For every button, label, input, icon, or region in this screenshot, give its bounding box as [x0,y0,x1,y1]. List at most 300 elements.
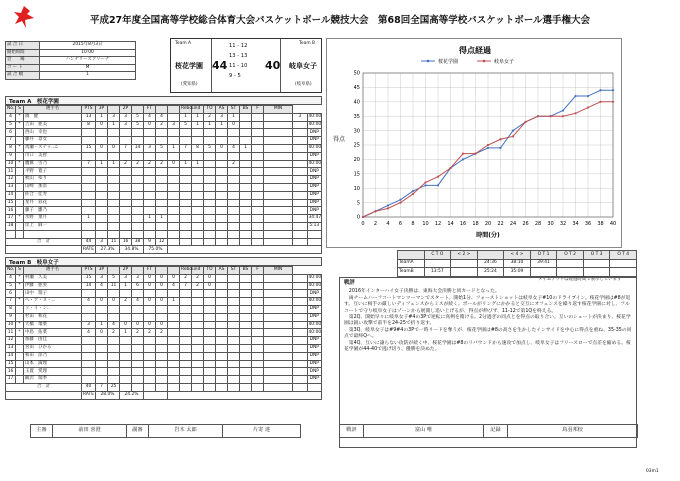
total-stat [228,238,240,246]
player-name: 西山 幸也 [24,129,82,137]
stats-col-header: AS [216,106,228,114]
y-tick-label: 45 [353,85,360,92]
stats-col-header: S [16,106,24,114]
rate-row [6,246,322,254]
player-stat [228,199,240,207]
player-stat [192,298,204,306]
player-stat: 40:00 [307,121,322,129]
timeout-cell: 24:36 [477,259,504,268]
timeout-col-header: O T 1 [530,251,557,260]
player-stat [168,191,180,199]
player-number: 14 [6,352,16,360]
player-stat [108,344,120,352]
y-tick-label: 50 [353,70,360,77]
record-name: 鳥羽邦校 [508,425,638,438]
commentary-heading: 戦評 [344,280,355,286]
starter-mark [16,344,24,352]
player-stat [216,368,228,376]
player-stat [108,191,120,199]
player-stat [156,137,168,145]
player-number: 13 [6,344,16,352]
data-point [524,121,526,123]
player-stat [168,168,180,176]
player-name: 杉田 和花 [24,313,82,321]
player-stat [180,137,192,145]
player-stat [96,352,108,360]
player-stat: 4 [96,282,108,290]
player-stat: 40:00 [307,274,322,282]
data-point [537,115,539,117]
player-stat [132,290,144,298]
player-stat [240,168,252,176]
player-stat [240,129,252,137]
player-name: ヘ・ア・ヌ・... [24,298,82,306]
player-stat [228,360,240,368]
player-row [6,199,322,207]
player-stat [293,321,308,329]
player-name: 藤子 雛乃 [24,207,82,215]
info-label: 試 合 日 [6,42,40,50]
stats-header-row [6,106,322,114]
stats-col-header: Rebound [180,106,192,114]
info-value: 10:00 [40,49,136,57]
player-stat [192,290,204,298]
player-stat: 2 [192,274,204,282]
player-stat [168,313,180,321]
legend-label: 桜花学園 [438,59,459,65]
timeout-cell [610,259,637,268]
player-stat: 1 [144,215,156,223]
player-stat [204,191,216,199]
player-stat [120,183,132,191]
player-stat: 3 [96,274,108,282]
player-row [6,144,322,152]
player-stat: 1 [192,113,204,121]
y-tick-label: 10 [353,185,360,192]
player-stat [293,329,308,337]
player-stat [216,191,228,199]
scoreboard [170,38,322,93]
player-stat: DNP [307,376,322,384]
player-stat [240,274,252,282]
data-point [587,95,589,97]
starter-mark [16,207,24,215]
player-stat [168,360,180,368]
player-stat: 1 [180,113,192,121]
player-stat [240,222,252,230]
player-stat: 1 [96,113,108,121]
rate-label: RATE [82,391,96,399]
review-label: 戦評 [340,425,364,438]
stats-col-header: FT [144,267,156,275]
player-stat [204,176,216,184]
quarter-2-score: 13 - 13 [229,53,248,59]
player-stat [132,360,144,368]
player-stat: 5 [108,274,120,282]
player-stat: 4 [108,321,120,329]
player-stat [240,121,252,129]
player-stat [293,368,308,376]
player-stat [293,199,308,207]
player-stat [204,344,216,352]
x-tick-label: 20 [484,221,492,227]
y-tick-label: 15 [353,171,360,178]
player-stat [264,160,293,168]
player-stat [168,321,180,329]
total-stat [120,383,132,391]
team-b-prefecture: (岐阜県) [295,82,312,87]
player-name: 秋山 ゆり [24,176,82,184]
player-name: 山崎 加奈 [24,183,82,191]
player-stat [240,215,252,223]
player-stat [228,274,240,282]
player-stat: 7 [180,282,192,290]
player-stat [168,199,180,207]
player-stat [252,176,264,184]
starter-mark [16,176,24,184]
stats-col-header: BS [240,106,252,114]
player-stat [264,321,293,329]
timeout-note: タイムアウトは経過時間で表示しています [538,277,622,282]
player-stat [216,160,228,168]
player-stat [216,329,228,337]
player-number: 16 [6,368,16,376]
player-stat [144,352,156,360]
player-stat [144,168,156,176]
player-stat [293,337,308,345]
player-stat: 14 [132,144,144,152]
info-row [6,49,136,57]
player-stat [108,352,120,360]
player-stat [108,376,120,384]
player-stat [252,368,264,376]
player-stat [192,305,204,313]
stats-col-header: PTS [82,267,96,275]
player-stat [204,368,216,376]
rate-value: 27.3% [96,246,120,254]
player-number: 11 [6,168,16,176]
starter-mark [16,230,24,238]
player-stat [96,368,108,376]
player-number: 4 [6,113,16,121]
data-point [612,89,614,91]
player-stat [264,344,293,352]
player-stat [108,337,120,345]
stats-col-header: MIN [264,267,293,275]
player-number: 15 [6,360,16,368]
player-stat [108,230,120,238]
player-stat: 34:47 [307,215,322,223]
player-row [6,207,322,215]
player-stat: DNP [307,191,322,199]
player-points [82,344,96,352]
player-stat [180,176,192,184]
data-point [562,115,564,117]
player-stat [240,113,252,121]
data-point [387,204,389,206]
player-number: 18 [6,222,16,230]
player-stat [132,352,144,360]
player-stat [252,215,264,223]
rate-row [6,391,322,399]
player-stat [264,199,293,207]
data-point [399,199,401,201]
player-stat: 1 [240,144,252,152]
player-stat: DNP [307,129,322,137]
starter-mark [16,305,24,313]
player-stat: DNP [307,137,322,145]
player-stat [96,230,108,238]
player-row [6,113,322,121]
player-stat: 3 [120,121,132,129]
player-number: 5 [6,282,16,290]
player-stat: 40:00 [307,321,322,329]
player-stat [96,183,108,191]
player-number: 4 [6,274,16,282]
player-stat [156,230,168,238]
player-stat [156,168,168,176]
player-stat [240,160,252,168]
total-stat [293,238,308,246]
player-stat: 0 [204,274,216,282]
timeout-cell: 35:09 [504,268,531,277]
player-stat [120,199,132,207]
player-points [82,368,96,376]
player-number: 17 [6,215,16,223]
player-stat [264,376,293,384]
starter-mark [16,352,24,360]
player-stat [240,183,252,191]
player-stat [216,199,228,207]
player-stat [132,230,144,238]
player-points: 4 [82,298,96,306]
player-stat [132,176,144,184]
stats-col-header [168,106,180,114]
timeout-row [398,268,637,277]
x-tick-label: 4 [386,221,390,227]
player-stat [252,183,264,191]
total-row [6,238,322,246]
player-stat [293,344,308,352]
player-stat: 0 [228,121,240,129]
player-stat [204,222,216,230]
player-stat [264,121,293,129]
player-stat: 0 [216,144,228,152]
y-tick-label: 30 [353,128,360,135]
y-axis-label: 得点 [332,136,346,143]
rate-value: 75.0% [144,246,168,254]
player-stat [204,199,216,207]
stats-col-header: PTS [82,106,96,114]
total-stat [252,238,264,246]
y-tick-label: 35 [353,113,360,120]
stats-col-header [168,267,180,275]
player-name: ッ・イ・ン.. [24,305,82,313]
player-row [6,290,322,298]
player-stat [216,344,228,352]
player-stat [228,183,240,191]
player-stat [240,368,252,376]
starter-mark: * [16,298,24,306]
player-stat: 0 [204,282,216,290]
player-stat [108,199,120,207]
player-stat [216,183,228,191]
data-point [574,95,576,97]
team-a-label: Team A [175,41,192,46]
data-point [599,101,601,103]
total-label: 合 計 [6,383,82,391]
player-stat [180,222,192,230]
player-stat [264,183,293,191]
player-stat [252,160,264,168]
player-points [82,290,96,298]
total-stat: 3 [96,238,108,246]
player-stat [252,137,264,145]
starter-mark: * [16,144,24,152]
player-stat [156,222,168,230]
player-stat [264,207,293,215]
player-stat [144,313,156,321]
stats-col-header: F [252,267,264,275]
player-stat [108,368,120,376]
player-stat [240,176,252,184]
legend-marker [483,60,486,63]
player-stat [180,290,192,298]
player-stat [156,199,168,207]
total-stat: 7 [96,383,108,391]
player-stat [120,344,132,352]
officials-table [30,424,301,438]
player-stat [180,352,192,360]
player-stat [216,230,228,238]
player-stat [108,168,120,176]
rate-filler [168,391,322,399]
team-b-header: Team B 岐阜女子 [5,257,322,266]
player-number: 12 [6,176,16,184]
total-stat [180,383,192,391]
player-number: 7 [6,137,16,145]
commentary-paragraph: 両チームハーフコートマンツーマンでスタート。開始1分、フォーストショットは岐阜女子#10のドライブイン。桜花学園は#8が返す。互いに相手の厳しいディフェンスからミスが続く。ボールがリングにかかると交互にオフェンスを繰り返す桜花学園に対し、フルコートで守り岐阜女子はゾーンから展開し追い上げるが、得点が伸びず、11-12で第1Qを終える。 [344,295,631,314]
player-stat: 40:00 [307,282,322,290]
player-stat [120,230,132,238]
player-stat [132,183,144,191]
stats-col-header [108,267,120,275]
player-stat [204,313,216,321]
player-stat [252,144,264,152]
rate-value [144,391,168,399]
player-stat [216,215,228,223]
player-stat [240,337,252,345]
timeout-cell [583,268,610,277]
player-name: 吉田 亜美 [24,121,82,129]
player-stat [156,129,168,137]
stats-col-header: F [252,106,264,114]
player-number: 7 [6,298,16,306]
info-label: 開始時間 [6,49,40,57]
player-number: 8 [6,305,16,313]
x-tick-label: 16 [459,221,467,227]
data-point [437,176,439,178]
player-stat: 11 [108,282,120,290]
player-stat [216,176,228,184]
commentary-paragraph: 2016年インターハイ女子決勝は、東海大会決勝と同カードとなった。 [344,289,500,295]
player-stat: 2 [156,121,168,129]
player-stat [204,168,216,176]
stats-col-header: TO [204,267,216,275]
player-stat [252,113,264,121]
player-row [6,152,322,160]
player-stat: 1 [192,160,204,168]
player-stat [132,152,144,160]
player-number: 9 [6,313,16,321]
player-stat [252,129,264,137]
y-tick-label: 25 [353,142,360,149]
player-stat [293,352,308,360]
player-stat [293,207,308,215]
player-stat [228,290,240,298]
player-name: 藤井 景女 [24,137,82,145]
player-stat: 0 [144,282,156,290]
player-stat [204,183,216,191]
total-stat: 9 [144,238,156,246]
player-stat: 40:00 [307,144,322,152]
player-stat [264,215,293,223]
player-stat [120,305,132,313]
player-stat [240,305,252,313]
player-stat: 2 [192,282,204,290]
player-stat [168,113,180,121]
stats-col-header: 3P [96,106,108,114]
player-stat [192,183,204,191]
player-stat [264,152,293,160]
player-stat: 4 [156,113,168,121]
player-stat [228,313,240,321]
player-stat: 5 [132,113,144,121]
player-points [82,183,96,191]
player-stat [96,337,108,345]
player-stat [228,344,240,352]
player-stat [228,215,240,223]
x-tick-label: 36 [584,221,592,227]
x-tick-label: 18 [472,221,479,227]
player-stat: 0 [144,274,156,282]
stats-col-header [132,106,144,114]
total-stat [180,238,192,246]
player-stat [132,215,144,223]
player-name: 飯沢 瑞季 [24,376,82,384]
starter-mark [16,368,24,376]
player-stat [192,199,204,207]
stats-col-header: 選手名 [24,106,82,114]
timeout-cell [424,259,451,268]
player-stat: 1 [156,215,168,223]
player-stat [132,129,144,137]
player-stat [168,290,180,298]
player-stat [168,222,180,230]
player-stat: DNP [307,344,322,352]
data-point [399,202,401,204]
stats-col-header: BS [240,267,252,275]
player-stat: 0 [96,329,108,337]
player-stat [252,230,264,238]
player-stat [252,199,264,207]
player-points [82,191,96,199]
player-stat [216,360,228,368]
player-stat [293,168,308,176]
player-stat [293,290,308,298]
player-stat [264,191,293,199]
player-stat [156,290,168,298]
